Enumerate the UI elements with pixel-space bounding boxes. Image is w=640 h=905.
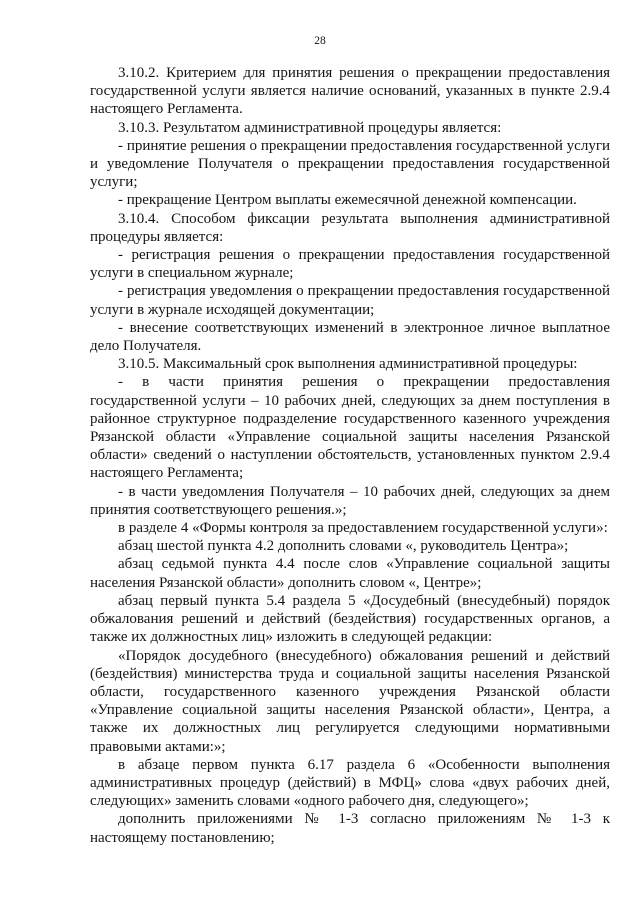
paragraph-section-4: в разделе 4 «Формы контроля за предоставлением государственной услуги»:: [118, 520, 608, 537]
paragraph-clause-4-2: абзац шестой пункта 4.2 дополнить словами «, руководитель Центра»;: [118, 538, 569, 555]
paragraph-3-10-2: 3.10.2. Критерием для принятия решения о прекращении предоставления государственной услуги является наличие оснований, указанных в пункте 2.9.4 настоящего Регламента.: [90, 65, 610, 118]
list-item-decision: - принятие решения о прекращении предоставления государственной услуги и уведомление Получателя о прекращении предоставления государственной услуги;: [90, 137, 610, 191]
paragraph-clause-5-4: абзац первый пункта 5.4 раздела 5 «Досудебный (внесудебный) порядок обжалования решений и действий (бездействия) государственных органов, а также их должностных лиц» изложить в следующей редакции:: [90, 592, 610, 646]
list-item-stop-payment: - прекращение Центром выплаты ежемесячной денежной компенсации.: [118, 192, 577, 209]
list-item-decision-term: - в части принятия решения о прекращении предоставления государственной услуги – 10 рабочих дней, следующих за днем поступления в районное структурное подразделение государственного казенного учреждения Рязанской области «Управление социальной защиты населения Рязанской области» сведений о наступлении обстоятельств, установленных пунктом 2.9.4 настоящего Регламента;: [90, 374, 610, 482]
paragraph-appeal-procedure: «Порядок досудебного (внесудебного) обжалования решений и действий (бездействия) министерства труда и социальной защиты населения Рязанской области, государственного казенного учреждения Рязанской области «Управление социальной защиты населения Рязанской области», Центра, а также их должностных лиц регулируется следующими нормативными правовыми актами:»;: [90, 647, 610, 755]
paragraph-clause-4-4: абзац седьмой пункта 4.4 после слов «Управление социальной защиты населения Рязанской области» дополнить словом «, Центре»;: [90, 556, 610, 591]
page-number: 28: [314, 35, 326, 47]
list-item-registration-journal: - регистрация решения о прекращении предоставления государственной услуги в специальном журнале;: [90, 247, 610, 282]
paragraph-3-10-5: 3.10.5. Максимальный срок выполнения административной процедуры:: [118, 356, 578, 373]
paragraph-3-10-3: 3.10.3. Результатом административной процедуры является:: [118, 119, 502, 136]
list-item-registration-notice: - регистрация уведомления о прекращении предоставления государственной услуги в журнале исходящей документации;: [90, 283, 610, 318]
paragraph-appendices: дополнить приложениями № 1-3 согласно приложениям № 1-3 к настоящему постановлению;: [90, 811, 610, 846]
paragraph-clause-6-17: в абзаце первом пункта 6.17 раздела 6 «Особенности выполнения административных процедур (действий) в МФЦ» слова «двух рабочих дней, следующих» заменить словами «одного рабочего дня, следующего»;: [90, 756, 610, 810]
list-item-electronic-file: - внесение соответствующих изменений в электронное личное выплатное дело Получателя.: [90, 319, 610, 355]
paragraph-3-10-4: 3.10.4. Способом фиксации результата выполнения административной процедуры является:: [90, 210, 610, 245]
list-item-notice-term: - в части уведомления Получателя – 10 рабочих дней, следующих за днем принятия соответствующего решения.»;: [90, 483, 610, 518]
document-body: [90, 64, 610, 847]
